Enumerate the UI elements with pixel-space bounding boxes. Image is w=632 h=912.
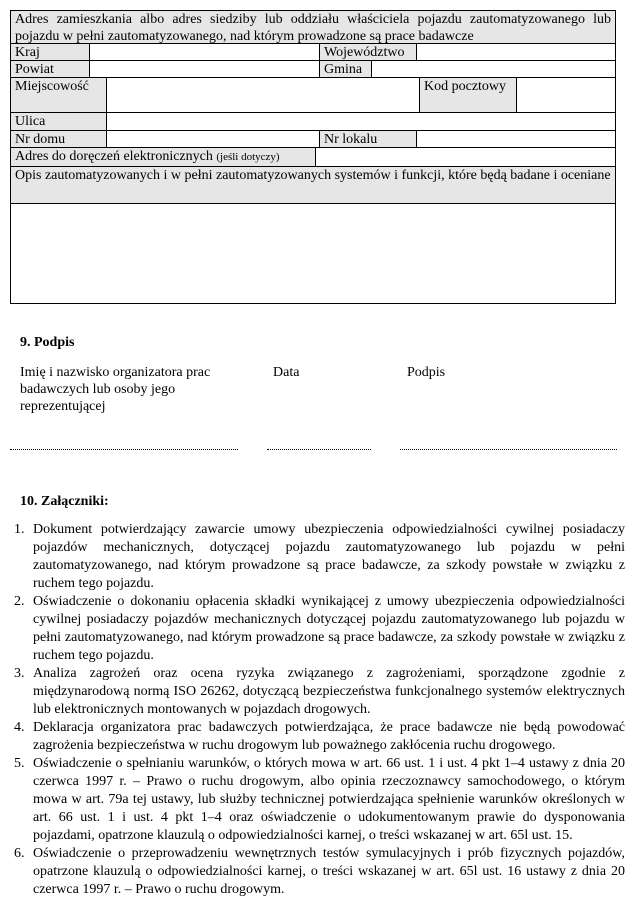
- powiat-field[interactable]: [89, 60, 320, 78]
- signature-label: Podpis: [407, 365, 446, 380]
- ulica-label: Ulica: [10, 112, 107, 131]
- adres-doreczen-label: [10, 147, 316, 167]
- attachment-item: [0, 719, 625, 755]
- attachment-number: 4.: [14, 720, 25, 735]
- miejscowosc-label: Miejscowość: [10, 77, 107, 113]
- nr-lokalu-label: Nr lokalu: [319, 130, 417, 148]
- date-line[interactable]: [267, 449, 371, 450]
- attachments-list: [0, 521, 625, 899]
- signer-name-label: Imię i nazwisko organizatora prac badawczych lub osoby jego reprezentującej: [20, 365, 211, 414]
- attachment-item: [0, 521, 625, 593]
- opis-label: Opis zautomatyzowanych i w pełni zautomatyzowanych systemów i funkcji, które będą badane i oceniane: [10, 166, 616, 204]
- kod-field[interactable]: [516, 77, 616, 113]
- nr-domu-label: Nr domu: [10, 130, 107, 148]
- adres-doreczen-field[interactable]: [315, 147, 616, 167]
- wojewodztwo-label: Województwo: [319, 43, 417, 61]
- attachment-number: 2.: [14, 594, 25, 609]
- signature-line[interactable]: [400, 449, 617, 450]
- signer-name-line[interactable]: [10, 449, 238, 450]
- opis-field[interactable]: [10, 203, 616, 304]
- attachment-item: [0, 665, 625, 719]
- attachment-number: 3.: [14, 666, 25, 681]
- kod-label: Kod pocztowy: [419, 77, 517, 113]
- adres-doreczen-text: Adres do doręczeń elektronicznych: [15, 149, 213, 164]
- attachment-text: Oświadczenie o spełnianiu warunków, o których mowa w art. 66 ust. 1 i ust. 4 pkt 1–4 ustawy z dnia 20 czerwca 1997 r. – Prawo o ruchu drogowym, albo opinia rzeczoznawcy samochodowego, o którym mowa w art. 79a tej ustawy, lub służby technicznej potwierdzająca spełnienie warunków określonych w art. 66 ust. 1 i ust. 4 pkt 1–4 oraz oświadczenie o udokumentowanym prawie do dysponowania pojazdami, opatrzone klauzulą o odpowiedzialności karnej, o treści wskazanej w art. 65l ust. 15.: [33, 756, 625, 843]
- section10-title: 10. Załączniki:: [20, 494, 109, 509]
- nr-domu-field[interactable]: [106, 130, 320, 148]
- gmina-field[interactable]: [371, 60, 616, 78]
- adres-doreczen-note: (jeśli dotyczy): [216, 151, 280, 163]
- attachment-number: 6.: [14, 846, 25, 861]
- attachment-text: Dokument potwierdzający zawarcie umowy ubezpieczenia odpowiedzialności cywilnej posiadaczy pojazdów mechanicznych, dotyczącej pojazdu zautomatyzowanego lub pojazdu w pełni zautomatyzowanego, nad którym prowadzone są prace badawcze, za szkody powstałe w związku z ruchem tego pojazdu.: [33, 522, 625, 591]
- kraj-label: Kraj: [10, 43, 90, 61]
- attachment-text: Oświadczenie o dokonaniu opłacenia składki wynikającej z umowy ubezpieczenia odpowiedzialności cywilnej posiadaczy pojazdów mechanicznych dotyczącej pojazdu zautomatyzowanego lub pojazdu w pełni zautomatyzowanego, nad którym prowadzone są prace badawcze, za szkody powstałe w związku z ruchem tego pojazdu.: [33, 594, 625, 663]
- address-header: Adres zamieszkania albo adres siedziby lub oddziału właściciela pojazdu zautomatyzowanego lub pojazdu w pełni zautomatyzowanego, nad którym prowadzone są prace badawcze: [10, 10, 616, 44]
- attachment-number: 1.: [14, 522, 25, 537]
- attachment-item: [0, 845, 625, 899]
- ulica-field[interactable]: [106, 112, 616, 131]
- miejscowosc-field[interactable]: [106, 77, 420, 113]
- attachment-text: Oświadczenie o przeprowadzeniu wewnętrznych testów symulacyjnych i prób fizycznych pojazdów, opatrzone klauzulą o odpowiedzialności karnej, o treści wskazanej w art. 65l ust. 16 ustawy z dnia 20 czerwca 1997 r. – Prawo o ruchu drogowym.: [33, 846, 625, 897]
- section9-title: 9. Podpis: [20, 335, 75, 350]
- attachment-number: 5.: [14, 756, 25, 771]
- powiat-label: Powiat: [10, 60, 90, 78]
- nr-lokalu-field[interactable]: [416, 130, 616, 148]
- attachment-text: Analiza zagrożeń oraz ocena ryzyka związanego z zagrożeniami, sporządzone zgodnie z międzynarodową normą ISO 26262, dotyczącą bezpieczeństwa funkcjonalnego systemów elektrycznych lub elektronicznych montowanych w pojazdach drogowych.: [33, 666, 625, 717]
- attachment-item: [0, 755, 625, 845]
- attachment-item: [0, 593, 625, 665]
- kraj-field[interactable]: [89, 43, 320, 61]
- attachment-text: Deklaracja organizatora prac badawczych potwierdzająca, że prace badawcze nie będą powodować zagrożenia bezpieczeństwa w ruchu drogowym lub poważnego zakłócenia ruchu drogowego.: [33, 720, 625, 753]
- wojewodztwo-field[interactable]: [416, 43, 616, 61]
- gmina-label: Gmina: [319, 60, 372, 78]
- date-label: Data: [273, 365, 300, 380]
